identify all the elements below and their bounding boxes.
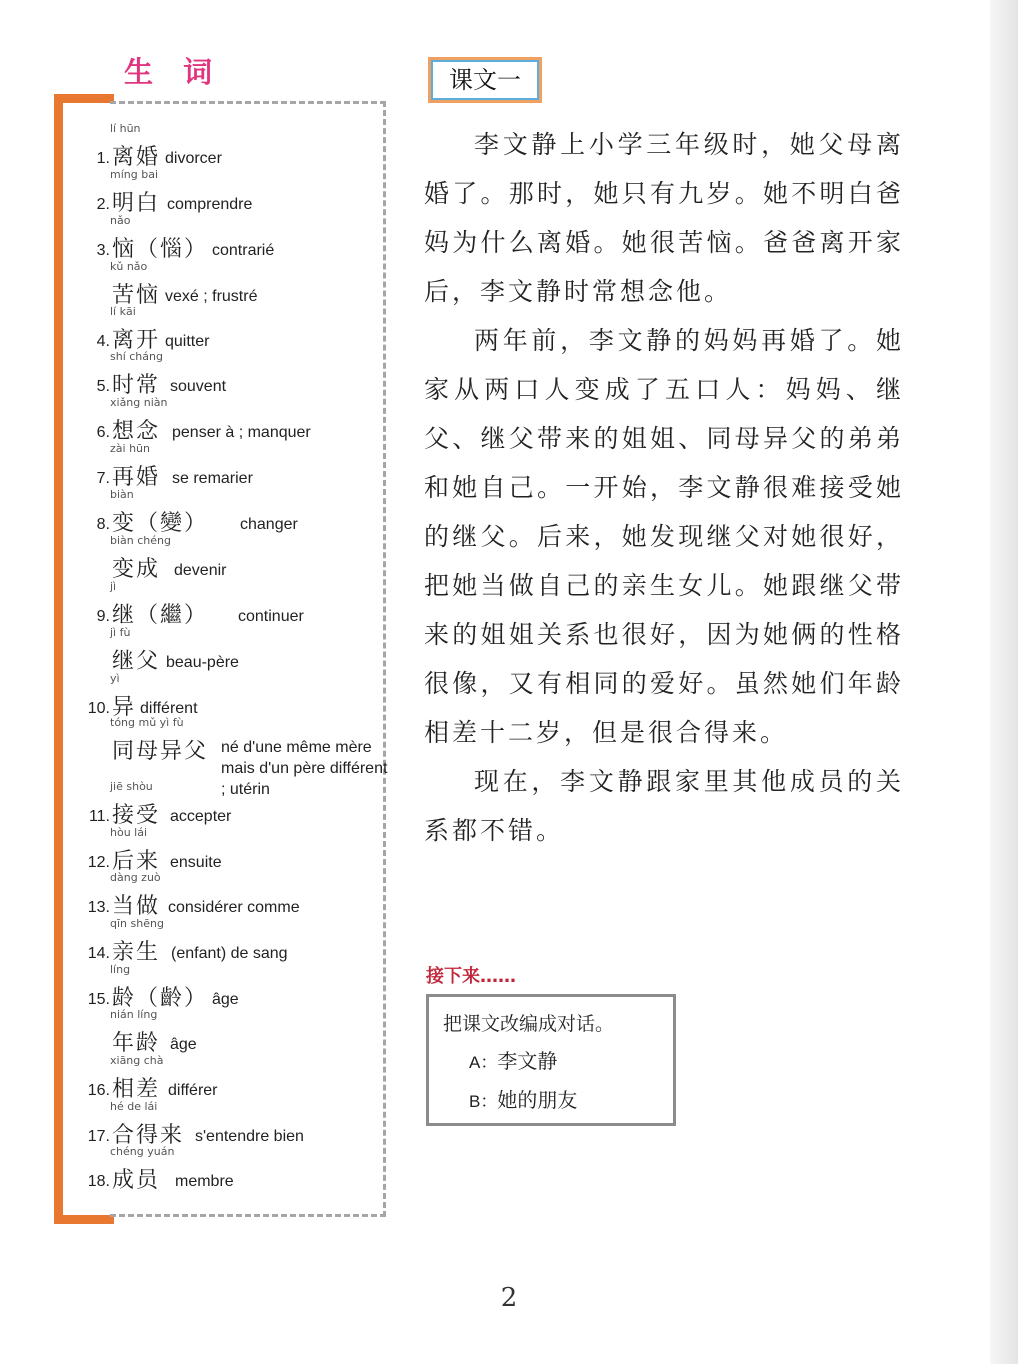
vocab-entry (84, 1145, 384, 1191)
vocab-meaning-multiline: né d'une même mère mais d'un père différent ; utérin (221, 739, 388, 798)
vocab-number: 9. (96, 608, 110, 625)
vocab-entry (84, 871, 384, 917)
vocab-meaning: comprendre (167, 196, 253, 213)
vocab-meaning: vexé ; frustré (165, 288, 258, 305)
vocab-number: 7. (96, 470, 110, 487)
lesson-paragraph: 现在，李文静跟家里其他成员的关系都不错。 (424, 767, 904, 845)
lesson-title: 课文一 (428, 57, 542, 103)
vocab-pinyin: qīn shēng (110, 917, 164, 930)
vocab-entry (84, 780, 384, 826)
vocab-pinyin: kǔ nǎo (110, 260, 148, 273)
vocab-hanzi: 相差 (112, 1077, 161, 1102)
vocab-entry (84, 917, 384, 963)
vocab-hanzi: 离开 (112, 328, 161, 353)
vocab-meaning: beau-père (166, 654, 239, 671)
vocab-hanzi: 同母异父 (112, 739, 209, 764)
vocab-entry (84, 672, 384, 718)
vocab-number: 17. (87, 1128, 110, 1145)
vocab-pinyin: chéng yuán (110, 1145, 175, 1158)
vocab-meaning: changer (240, 516, 298, 533)
vocab-pinyin: biàn chéng (110, 534, 171, 547)
vocab-entry (84, 260, 384, 306)
vocab-hanzi: 当做 (112, 894, 161, 919)
vocab-meaning: se remarier (172, 470, 253, 487)
vocab-meaning: souvent (170, 378, 227, 395)
vocab-number: 18. (87, 1173, 110, 1190)
vocab-entry (84, 396, 384, 442)
vocab-hanzi: 继（繼） (112, 603, 209, 628)
vocab-hanzi: 变成 (112, 557, 161, 582)
vocab-entry (84, 626, 384, 672)
vocab-meaning: divorcer (165, 150, 222, 167)
vocab-entry (84, 122, 384, 168)
vocab-number: 11. (88, 808, 110, 825)
task-role (469, 1045, 557, 1074)
vocab-meaning: accepter (170, 808, 232, 825)
vocab-pinyin: nǎo (110, 214, 131, 227)
vocab-entry (84, 488, 384, 534)
vocab-number: 16. (87, 1082, 110, 1099)
lesson-paragraph: 李文静上小学三年级时，她父母离婚了。那时，她只有九岁。她不明白爸妈为什么离婚。她很苦恼。爸爸离开家后，李文静时常想念他。 (424, 130, 904, 306)
vocab-pinyin: xiāng chà (110, 1054, 164, 1067)
vocab-number: 1. (96, 150, 110, 167)
vocab-pinyin: lí hūn (110, 122, 141, 135)
vocab-meaning: membre (175, 1173, 234, 1190)
vocab-hanzi: 接受 (112, 803, 161, 828)
vocab-entry (84, 442, 384, 488)
vocab-pinyin: hòu lái (110, 826, 148, 839)
vocab-meaning: continuer (238, 608, 304, 625)
lesson-paragraph: 两年前，李文静的妈妈再婚了。她家从两口人变成了五口人：妈妈、继父、继父带来的姐姐、同母异父的弟弟和她自己。一开始，李文静很难接受她的继父。后来，她发现继父对她很好，把她当做自己的亲生女儿。她跟继父带来的姐姐关系也很好，因为她俩的性格很像，又有相同的爱好。虽然她们年龄相差十二岁，但是很合得来。 (424, 326, 904, 747)
vocab-hanzi: 龄（齡） (112, 986, 209, 1011)
vocab-meaning: âge (212, 991, 239, 1008)
vocab-pinyin: hé de lái (110, 1100, 158, 1113)
vocab-entry (84, 1054, 384, 1100)
task-role (469, 1084, 577, 1113)
vocab-entry (84, 350, 384, 396)
page-number: 2 (500, 1283, 518, 1313)
role-name: 她的朋友 (497, 1088, 578, 1112)
vocab-hanzi: 明白 (112, 191, 161, 216)
vocab-pinyin: jì (110, 580, 117, 593)
vocab-meaning: penser à ; manquer (172, 424, 311, 441)
vocab-number: 15. (87, 991, 110, 1008)
vocab-entry (84, 534, 384, 580)
vocab-hanzi: 时常 (112, 373, 161, 398)
vocab-pinyin: tóng mǔ yì fù (110, 716, 184, 729)
vocab-title: 生 词 (124, 55, 223, 89)
vocab-hanzi: 后来 (112, 849, 161, 874)
vocab-entry (84, 580, 384, 626)
vocab-number: 2. (96, 196, 110, 213)
vocab-hanzi: 合得来 (112, 1123, 185, 1148)
role-letter: A： (469, 1053, 498, 1072)
vocab-entry (84, 963, 384, 1009)
vocab-entry (84, 305, 384, 351)
vocab-pinyin: biàn (110, 488, 134, 501)
vocab-pinyin: lí kāi (110, 305, 136, 318)
vocab-entry (84, 214, 384, 260)
vocab-hanzi: 苦恼 (112, 283, 161, 308)
next-section-label: 接下来…… (426, 966, 516, 987)
task-box (426, 994, 676, 1126)
vocab-hanzi: 变（變） (112, 511, 209, 536)
vocab-number: 12. (87, 854, 110, 871)
vocab-number: 10. (87, 700, 110, 717)
vocab-pinyin: jì fù (110, 626, 131, 639)
vocab-pinyin: míng bai (110, 168, 159, 181)
task-instruction: 把课文改编成对话。 (443, 1013, 615, 1035)
vocab-hanzi: 成员 (112, 1168, 161, 1193)
vocab-pinyin: jiē shòu (110, 780, 153, 793)
vocab-meaning: s'entendre bien (195, 1128, 304, 1145)
role-name: 李文静 (497, 1049, 558, 1073)
vocab-entry (84, 826, 384, 872)
vocab-meaning: différer (168, 1082, 218, 1099)
vocab-hanzi: 亲生 (112, 940, 161, 965)
vocab-hanzi: 想念 (112, 419, 161, 444)
vocab-entry (84, 1008, 384, 1054)
vocab-entry (84, 1100, 384, 1146)
vocab-pinyin: nián líng (110, 1008, 158, 1021)
vocab-meaning: quitter (165, 333, 210, 350)
vocab-number: 5. (96, 378, 110, 395)
vocab-meaning: âge (170, 1036, 197, 1053)
vocab-number: 4. (96, 333, 110, 350)
vocab-hanzi: 年龄 (112, 1031, 161, 1056)
vocab-pinyin: xiǎng niàn (110, 396, 168, 409)
vocab-meaning: considérer comme (168, 899, 300, 916)
vocab-number: 6. (96, 424, 110, 441)
vocab-number: 14. (87, 945, 110, 962)
vocab-hanzi: 离婚 (112, 145, 161, 170)
vocab-hanzi: 继父 (112, 649, 161, 674)
vocab-number: 3. (96, 242, 110, 259)
vocab-pinyin: líng (110, 963, 131, 976)
vocab-pinyin: zài hūn (110, 442, 150, 455)
vocab-pinyin: dàng zuò (110, 871, 161, 884)
vocab-pinyin: yì (110, 672, 120, 685)
vocab-meaning: devenir (174, 562, 227, 579)
vocab-hanzi: 异 (112, 695, 137, 720)
page-edge-shade (990, 0, 1018, 1364)
vocab-entry (84, 168, 384, 214)
vocab-pinyin: shí cháng (110, 350, 163, 363)
vocab-meaning: différent (140, 700, 198, 717)
vocab-meaning: (enfant) de sang (171, 945, 288, 962)
vocab-number: 8. (96, 516, 110, 533)
vocab-hanzi: 恼（惱） (112, 237, 209, 262)
vocab-meaning: ensuite (170, 854, 222, 871)
vocab-hanzi: 再婚 (112, 465, 161, 490)
lesson-text (424, 120, 904, 855)
role-letter: B： (469, 1092, 498, 1111)
vocab-number: 13. (87, 899, 110, 916)
vocab-meaning: contrarié (212, 242, 275, 259)
